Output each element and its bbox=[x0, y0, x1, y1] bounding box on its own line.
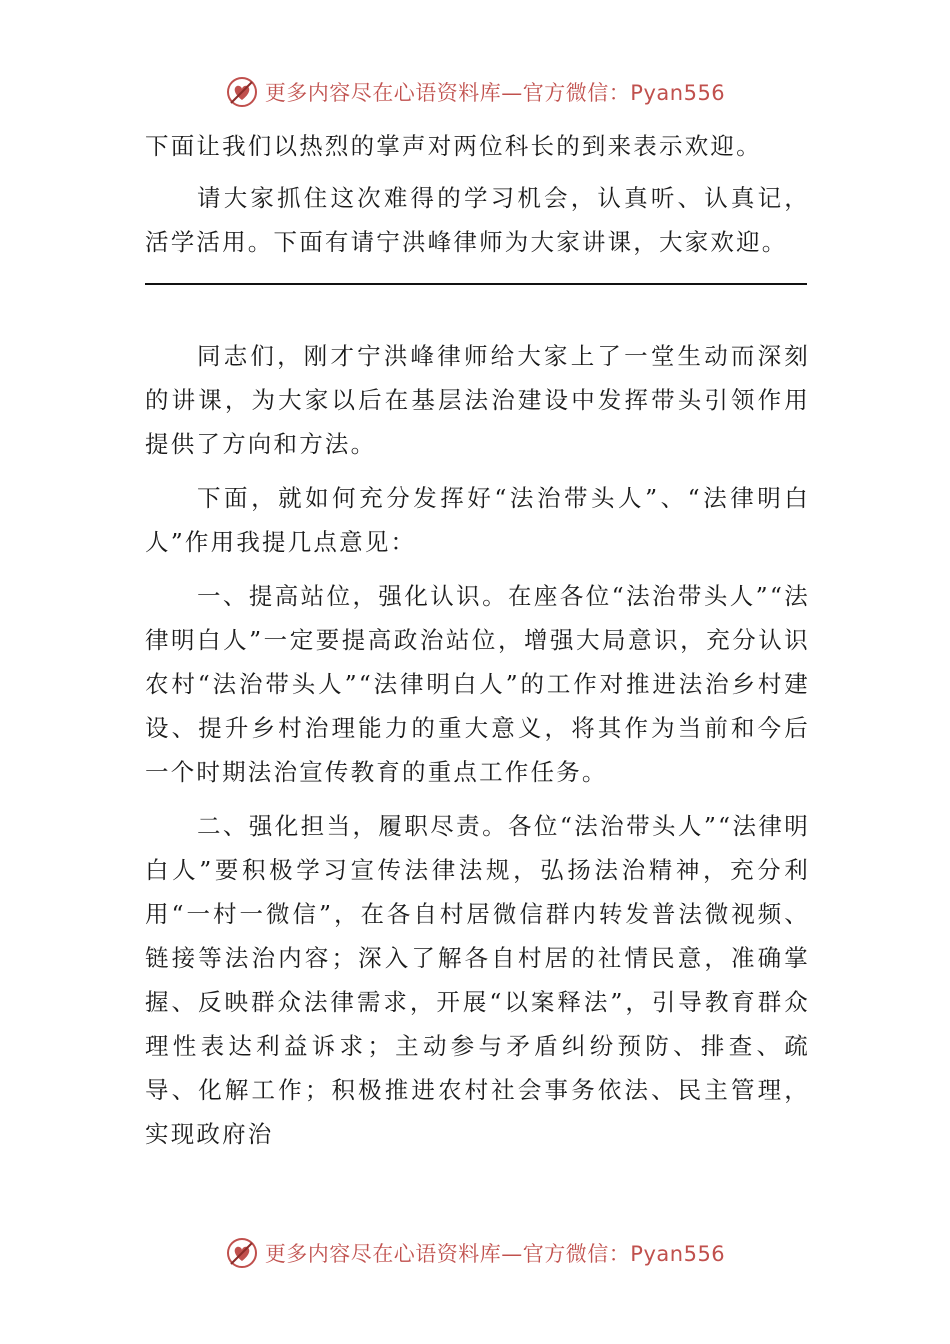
watermark-text: 更多内容尽在心语资料库—官方微信：Pyan556 bbox=[264, 1242, 726, 1266]
paragraph: 下面，就如何充分发挥好“法治带头人”、“法律明白人”作用我提几点意见： bbox=[145, 484, 810, 556]
watermark-header bbox=[0, 72, 950, 112]
watermark-text: 更多内容尽在心语资料库—官方微信：Pyan556 bbox=[264, 81, 726, 105]
paragraph: 一、提高站位，强化认识。在座各位“法治带头人”“法律明白人”一定要提高政治站位，增强大局意识，充分认识农村“法治带头人”“法律明白人”的工作对推进法治乡村建设、提升乡村治理能力的重大意义，将其作为当前和今后一个时期法治宣传教育的重点工作任务。 bbox=[145, 582, 810, 786]
top-text-block bbox=[145, 124, 810, 264]
heart-logo-icon bbox=[225, 75, 259, 109]
watermark-footer bbox=[0, 1233, 950, 1273]
paragraph: 同志们，刚才宁洪峰律师给大家上了一堂生动而深刻的讲课，为大家以后在基层法治建设中发挥带头引领作用提供了方向和方法。 bbox=[145, 342, 810, 458]
heart-logo-icon bbox=[225, 1236, 259, 1270]
continuation-line: 下面让我们以热烈的掌声对两位科长的到来表示欢迎。 bbox=[145, 132, 762, 160]
paragraph: 二、强化担当，履职尽责。各位“法治带头人”“法律明白人”要积极学习宣传法律法规，弘扬法治精神，充分利用“一村一微信”，在各自村居微信群内转发普法微视频、链接等法治内容；深入了解各自村居的社情民意，准确掌握、反映群众法律需求，开展“以案释法”，引导教育群众理性表达利益诉求；主动参与矛盾纠纷预防、排查、疏导、化解工作；积极推进农村社会事务依法、民主管理，实现政府治 bbox=[145, 812, 810, 1148]
section-divider bbox=[145, 283, 807, 285]
paragraph: 请大家抓住这次难得的学习机会，认真听、认真记，活学活用。下面有请宁洪峰律师为大家讲课，大家欢迎。 bbox=[145, 184, 810, 256]
main-text-block bbox=[145, 334, 810, 1166]
